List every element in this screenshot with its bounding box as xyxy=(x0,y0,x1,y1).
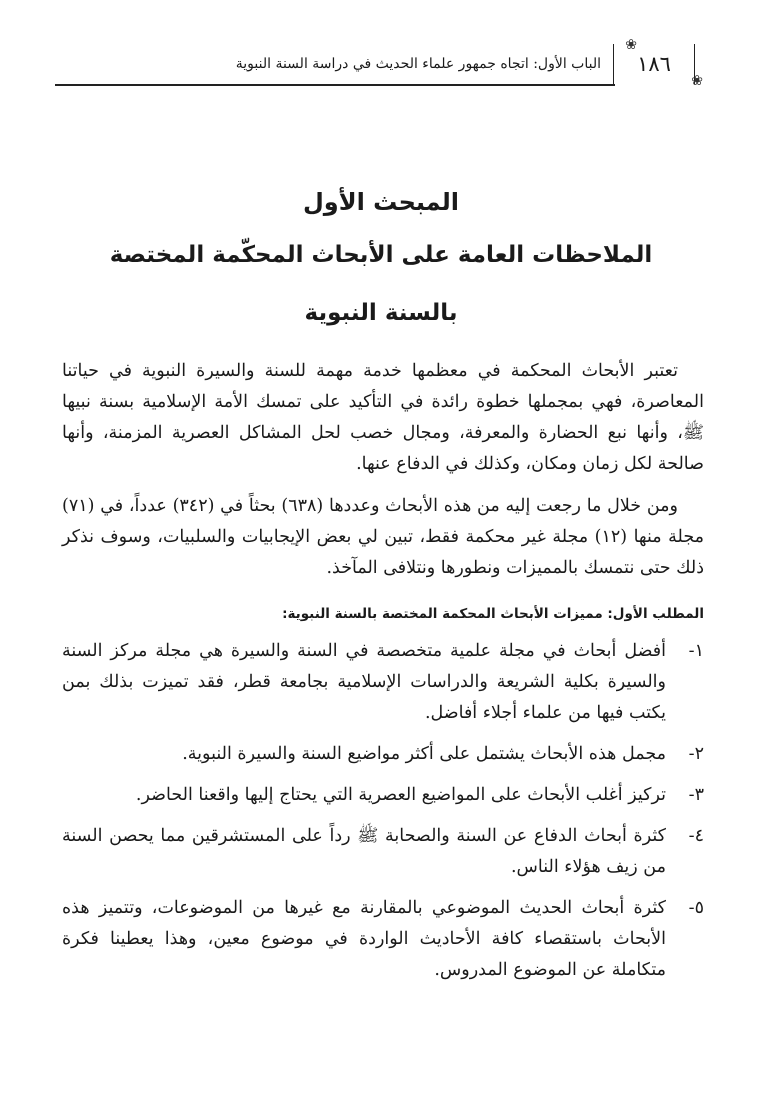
list-item xyxy=(62,636,704,729)
list-item-text: تركيز أغلب الأبحاث على المواضيع العصرية التي يحتاج إليها واقعنا الحاضر. xyxy=(135,785,666,805)
floral-ornament-icon: ❀ xyxy=(625,37,637,53)
header-rule xyxy=(55,81,615,86)
list-item-number: ٥- xyxy=(688,898,704,918)
list-item-text: أفضل أبحاث في مجلة علمية متخصصة في السنة والسيرة هي مجلة مركز السنة والسيرة بكلية الشريعة والدراسات الإسلامية بجامعة قطر، فقد تميزت بذلك بمن يكتب فيها من علماء أجلاء أفاضل. xyxy=(62,641,666,723)
list-item-text: مجمل هذه الأبحاث يشتمل على أكثر مواضيع السنة والسيرة النبوية. xyxy=(182,744,666,764)
chapter-subtitle-line2: بالسنة النبوية xyxy=(304,300,458,326)
paragraph: ومن خلال ما رجعت إليه من هذه الأبحاث وعددها (٦٣٨) بحثاً في (٣٤٢) عدداً، في (٧١) مجلة منها (١٢) مجلة غير محكمة فقط، تبين لي بعض الإيجابيات والسلبيات، وسوف نذكر ذلك حتى نتمسك بالمميزات ونطورها ونتلافى المآخذ. xyxy=(62,496,704,578)
list-item xyxy=(62,821,704,883)
body-text xyxy=(62,356,704,996)
list-item-text: كثرة أبحاث الحديث الموضوعي بالمقارنة مع غيرها من الموضوعات، وتتميز هذه الأبحاث باستقصاء كافة الأحاديث الواردة في موضوع معين، وهذا يعطينا فكرة متكاملة عن الموضوع المدروس. xyxy=(62,898,666,980)
list-item xyxy=(62,893,704,986)
page-number: ١٨٦ xyxy=(637,52,671,76)
list-item xyxy=(62,739,704,770)
list-item-number: ٤- xyxy=(688,826,704,846)
running-header-title: الباب الأول: اتجاه جمهور علماء الحديث في دراسة السنة النبوية xyxy=(235,56,601,72)
list-item-number: ٣- xyxy=(688,785,704,805)
chapter-title: المبحث الأول xyxy=(302,188,460,216)
list-item-text: كثرة أبحاث الدفاع عن السنة والصحابة ﷺ رداً على المستشرقين مما يحصن السنة من زيف هؤلاء الناس. xyxy=(62,826,666,877)
running-header xyxy=(55,37,703,89)
paragraph: تعتبر الأبحاث المحكمة في معظمها خدمة مهمة للسنة والسيرة النبوية في حياتنا المعاصرة، فهي بمجملها خطوة رائدة في التأكيد على تمسك الأمة الإسلامية بسنة نبيها ﷺ، وأنها نبع الحضارة والمعرفة، ومجال خصب لحل المشاكل العصرية المزمنة، وأنها صالحة لكل زمان ومكان، وكذلك في الدفاع عنها. xyxy=(62,361,704,474)
chapter-subtitle-line1: الملاحظات العامة على الأبحاث المحكّمة المختصة xyxy=(109,242,653,268)
features-list xyxy=(62,636,704,986)
list-item-number: ٢- xyxy=(688,744,704,764)
section-titles xyxy=(60,178,702,342)
list-item-number: ١- xyxy=(688,641,704,661)
list-item xyxy=(62,780,704,811)
section-heading: المطلب الأول: مميزات الأبحاث المحكمة المختصة بالسنة النبوية: xyxy=(282,606,704,622)
floral-ornament-icon: ❀ xyxy=(691,73,703,89)
